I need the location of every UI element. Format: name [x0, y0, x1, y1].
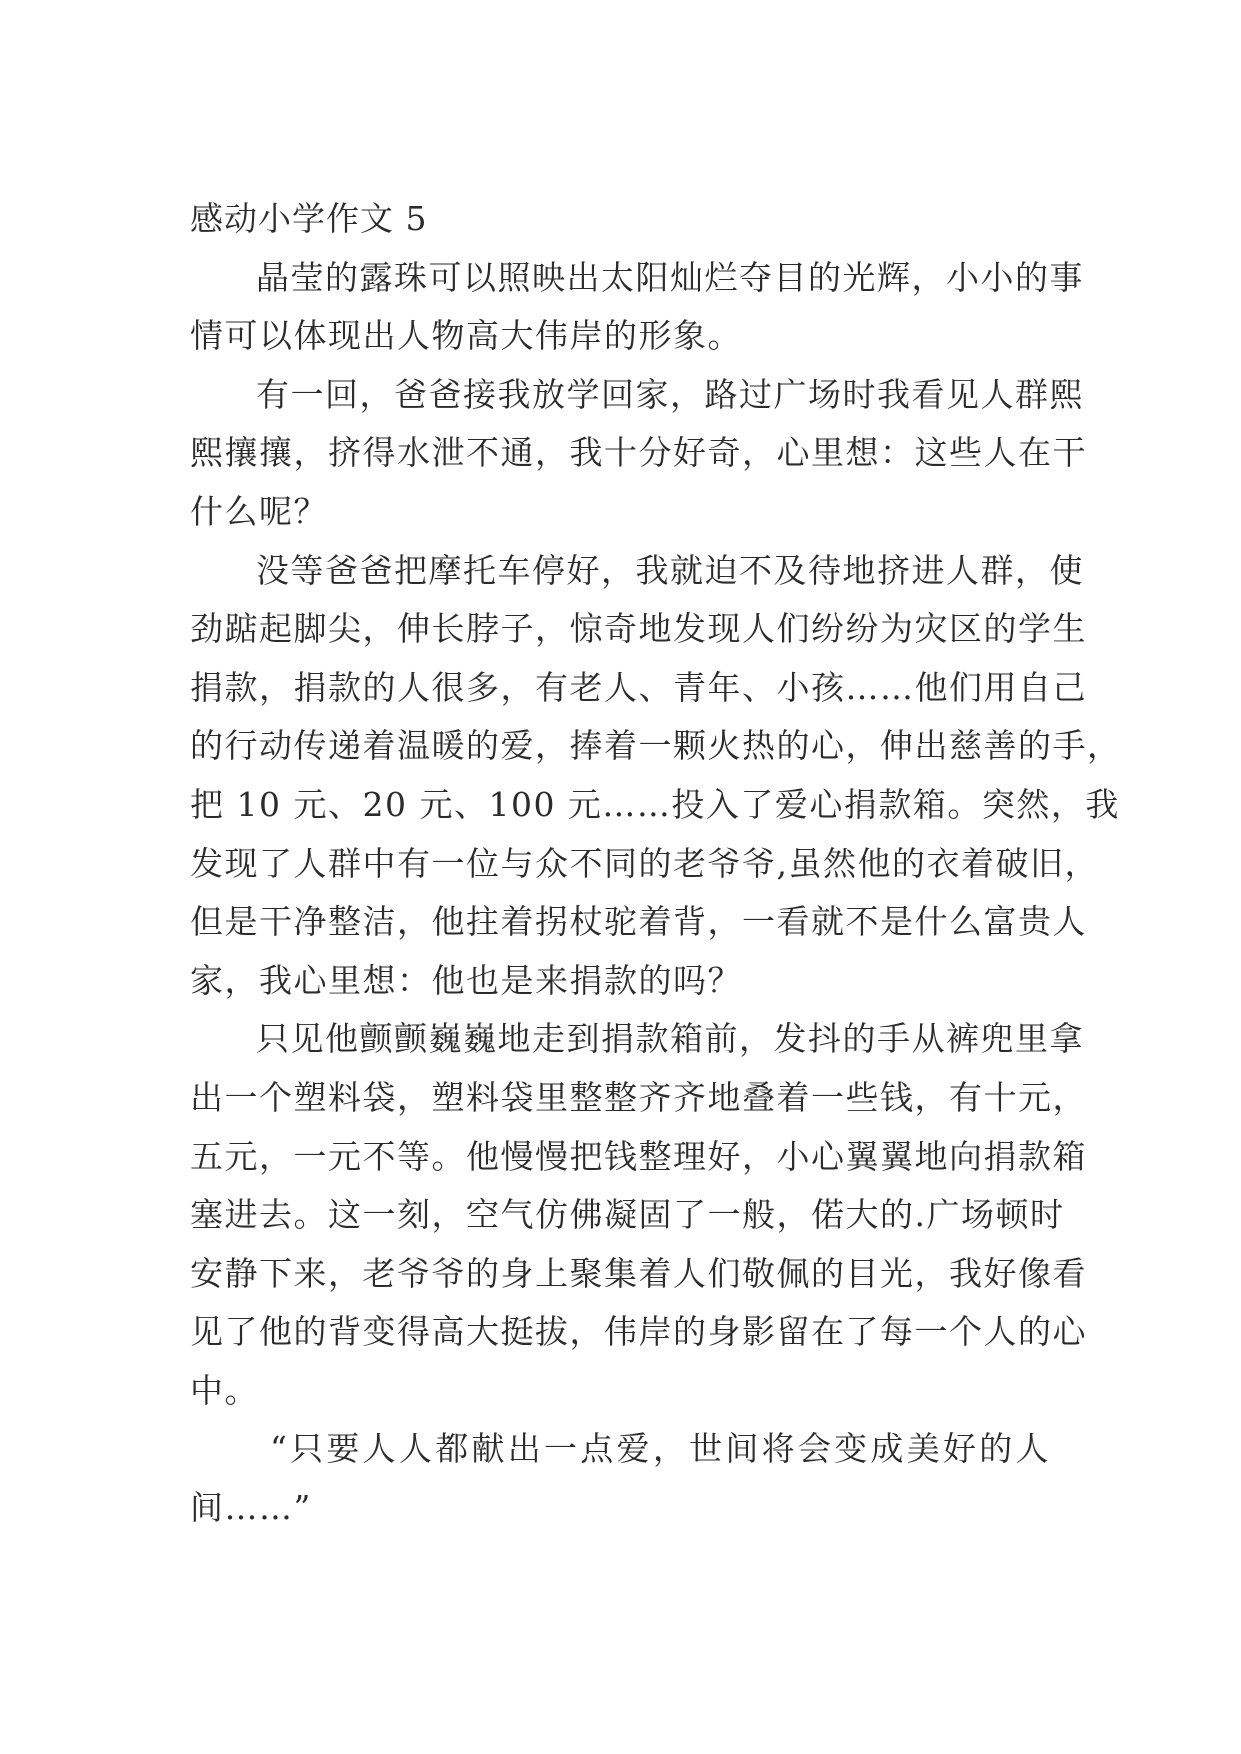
paragraph-line: 情可以体现出人物高大伟岸的形象。 — [190, 316, 742, 356]
paragraph-3 — [190, 542, 1122, 1011]
paragraph-4 — [190, 1010, 1087, 1420]
paragraph-line: 塞进去。这一刻，空气仿佛凝固了一般，偌大的.广场顿时 — [190, 1195, 1065, 1235]
paragraph-line: 但是干净整洁，他拄着拐杖驼着背，一看就不是什么富贵人 — [190, 902, 1087, 942]
paragraph-line: 捐款，捐款的人很多，有老人、青年、小孩……他们用自己 — [190, 667, 1087, 707]
paragraph-2 — [190, 366, 1087, 542]
paragraph-line: 晶莹的露珠可以照映出太阳灿烂夺目的光辉，小小的事 — [256, 257, 1084, 297]
paragraph-line: 出一个塑料袋，塑料袋里整整齐齐地叠着一些钱，有十元， — [190, 1077, 1087, 1117]
paragraph-line: 间……” — [190, 1488, 312, 1528]
paragraph-line: 家，我心里想：他也是来捐款的吗？ — [190, 960, 742, 1000]
paragraph-line: 什么呢？ — [190, 491, 328, 531]
paragraph-line: 熙攘攘，挤得水泄不通，我十分好奇，心里想：这些人在干 — [190, 433, 1087, 473]
paragraph-line: 五元，一元不等。他慢慢把钱整理好，小心翼翼地向捐款箱 — [190, 1136, 1087, 1176]
paragraph-line: 只见他颤颤巍巍地走到捐款箱前，发抖的手从裤兜里拿 — [256, 1019, 1084, 1059]
paragraph-line: 把 10 元、20 元、100 元……投入了爱心捐款箱。突然，我 — [190, 784, 1120, 824]
paragraph-line: 见了他的背变得高大挺拔，伟岸的身影留在了每一个人的心 — [190, 1312, 1087, 1352]
document-body — [190, 190, 1122, 1538]
paragraph-line: 中。 — [190, 1370, 259, 1410]
paragraph-line: 没等爸爸把摩托车停好，我就迫不及待地挤进人群，使 — [256, 550, 1084, 590]
paragraph-line: 的行动传递着温暖的爱，捧着一颗火热的心，伸出慈善的手， — [190, 726, 1122, 766]
paragraph-line: 发现了人群中有一位与众不同的老爷爷,虽然他的衣着破旧， — [190, 843, 1099, 883]
paragraph-line: 有一回，爸爸接我放学回家，路过广场时我看见人群熙 — [256, 374, 1084, 414]
paragraph-line: “只要人人都献出一点爱，世间将会变成美好的人 — [270, 1429, 1050, 1469]
document-title: 感动小学作文 5 — [190, 199, 428, 238]
paragraph-1 — [190, 249, 1084, 366]
paragraph-line: 安静下来，老爷爷的身上聚集着人们敬佩的目光，我好像看 — [190, 1253, 1087, 1293]
paragraph-5 — [190, 1420, 1050, 1537]
paragraph-line: 劲踮起脚尖，伸长脖子，惊奇地发现人们纷纷为灾区的学生 — [190, 609, 1087, 649]
